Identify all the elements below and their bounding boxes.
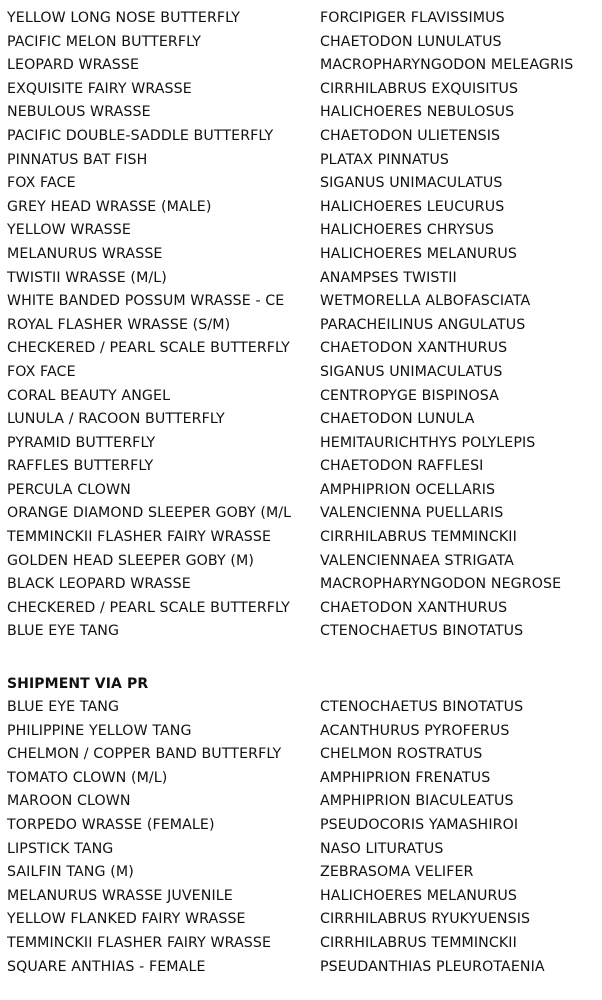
section-heading: SHIPMENT VIA PR <box>7 676 149 692</box>
list-row <box>0 7 602 31</box>
list-row <box>0 908 602 932</box>
common-name: TEMMINCKII FLASHER FAIRY WRASSE <box>7 529 272 546</box>
list-row <box>0 149 602 173</box>
scientific-name: AMPHIPRION OCELLARIS <box>320 481 496 498</box>
scientific-name: CIRRHILABRUS EXQUISITUS <box>320 80 519 97</box>
common-name: FOX FACE <box>7 175 76 192</box>
common-name: GREY HEAD WRASSE (MALE) <box>7 198 212 215</box>
scientific-name: PSEUDANTHIAS PLEUROTAENIA <box>320 958 545 975</box>
scientific-name: PLATAX PINNATUS <box>320 151 450 168</box>
list-row <box>0 385 602 409</box>
scientific-name: MACROPHARYNGODON NEGROSE <box>320 576 562 593</box>
scientific-name: ZEBRASOMA VELIFER <box>320 864 474 881</box>
scientific-name: CENTROPYGE BISPINOSA <box>320 387 499 404</box>
list-row <box>0 550 602 574</box>
list-row <box>0 932 602 956</box>
list-row <box>0 720 602 744</box>
common-name: CORAL BEAUTY ANGEL <box>7 387 171 404</box>
list-row <box>0 455 602 479</box>
list-row <box>0 814 602 838</box>
list-row <box>0 290 602 314</box>
list-row <box>0 838 602 862</box>
list-row <box>0 408 602 432</box>
scientific-name: HEMITAURICHTHYS POLYLEPIS <box>320 434 536 451</box>
common-name: BLACK LEOPARD WRASSE <box>7 576 191 593</box>
common-name: TORPEDO WRASSE (FEMALE) <box>7 816 215 833</box>
list-row <box>0 790 602 814</box>
scientific-name: CHAETODON XANTHURUS <box>320 599 508 616</box>
scientific-name: PSEUDOCORIS YAMASHIROI <box>320 816 519 833</box>
scientific-name: CHAETODON LUNULA <box>320 411 475 428</box>
scientific-name: CIRRHILABRUS TEMMINCKII <box>320 934 517 951</box>
common-name: TOMATO CLOWN (M/L) <box>7 769 168 786</box>
common-name: GOLDEN HEAD SLEEPER GOBY (M) <box>7 552 254 569</box>
scientific-name: FORCIPIGER FLAVISSIMUS <box>320 10 505 26</box>
scientific-name: SIGANUS UNIMACULATUS <box>320 363 503 380</box>
list-row <box>0 78 602 102</box>
list-row <box>0 526 602 550</box>
common-name: RAFFLES BUTTERFLY <box>7 458 154 475</box>
scientific-name: HALICHOERES CHRYSUS <box>320 222 494 239</box>
scientific-name: VALENCIENNA PUELLARIS <box>320 505 504 522</box>
common-name: CHECKERED / PEARL SCALE BUTTERFLY <box>7 599 290 616</box>
common-name: CHELMON / COPPER BAND BUTTERFLY <box>7 746 282 763</box>
scientific-name: CHAETODON RAFFLESI <box>320 458 484 475</box>
common-name: ROYAL FLASHER WRASSE (S/M) <box>7 316 231 333</box>
scientific-name: WETMORELLA ALBOFASCIATA <box>320 293 531 310</box>
scientific-name: HALICHOERES MELANURUS <box>320 245 517 262</box>
list-row <box>0 479 602 503</box>
common-name: PERCULA CLOWN <box>7 481 131 498</box>
common-name: CHECKERED / PEARL SCALE BUTTERFLY <box>7 340 290 357</box>
common-name: YELLOW FLANKED FAIRY WRASSE <box>7 911 246 928</box>
common-name: PINNATUS BAT FISH <box>7 151 148 168</box>
list-row <box>0 196 602 220</box>
scientific-name: ACANTHURUS PYROFERUS <box>320 722 510 739</box>
common-name: SQUARE ANTHIAS - FEMALE <box>7 958 206 975</box>
common-name: YELLOW LONG NOSE BUTTERFLY <box>7 10 241 26</box>
scientific-name: SIGANUS UNIMACULATUS <box>320 175 503 192</box>
common-name: LUNULA / RACOON BUTTERFLY <box>7 411 225 428</box>
list-row <box>0 314 602 338</box>
common-name: YELLOW WRASSE <box>7 222 131 239</box>
common-name: BLUE EYE TANG <box>7 623 120 640</box>
scientific-name: CIRRHILABRUS RYUKYUENSIS <box>320 911 531 928</box>
common-name: MELANURUS WRASSE <box>7 245 163 262</box>
list-row <box>0 125 602 149</box>
species-list-section-2 <box>0 673 602 979</box>
common-name: PYRAMID BUTTERFLY <box>7 434 156 451</box>
scientific-name: CHAETODON ULIETENSIS <box>320 127 501 144</box>
common-name: LEOPARD WRASSE <box>7 57 140 74</box>
common-name: PACIFIC MELON BUTTERFLY <box>7 33 202 50</box>
list-row <box>0 243 602 267</box>
list-row <box>0 956 602 980</box>
scientific-name: CHELMON ROSTRATUS <box>320 746 483 763</box>
list-row <box>0 885 602 909</box>
common-name: LIPSTICK TANG <box>7 840 114 857</box>
list-row <box>0 267 602 291</box>
species-list-section-1 <box>0 7 602 644</box>
common-name: EXQUISITE FAIRY WRASSE <box>7 80 192 97</box>
scientific-name: CIRRHILABRUS TEMMINCKII <box>320 529 517 546</box>
common-name: MAROON CLOWN <box>7 793 131 810</box>
common-name: WHITE BANDED POSSUM WRASSE - CE <box>7 293 285 310</box>
list-row <box>0 743 602 767</box>
scientific-name: AMPHIPRION FRENATUS <box>320 769 491 786</box>
scientific-name: CHAETODON LUNULATUS <box>320 33 502 50</box>
list-row <box>0 767 602 791</box>
list-row <box>0 696 602 720</box>
common-name: BLUE EYE TANG <box>7 699 120 715</box>
scientific-name: MACROPHARYNGODON MELEAGRIS <box>320 57 574 74</box>
scientific-name: CHAETODON XANTHURUS <box>320 340 508 357</box>
list-row <box>0 861 602 885</box>
scientific-name: CTENOCHAETUS BINOTATUS <box>320 699 524 715</box>
list-row <box>0 502 602 526</box>
scientific-name: AMPHIPRION BIACULEATUS <box>320 793 514 810</box>
list-row <box>0 101 602 125</box>
common-name: TEMMINCKII FLASHER FAIRY WRASSE <box>7 934 272 951</box>
common-name: TWISTII WRASSE (M/L) <box>7 269 167 286</box>
list-row <box>0 361 602 385</box>
list-row <box>0 573 602 597</box>
list-row <box>0 432 602 456</box>
common-name: PHILIPPINE YELLOW TANG <box>7 722 192 739</box>
list-row <box>0 620 602 644</box>
list-row <box>0 597 602 621</box>
scientific-name: HALICHOERES NEBULOSUS <box>320 104 515 121</box>
list-row <box>0 172 602 196</box>
list-row <box>0 31 602 55</box>
common-name: ORANGE DIAMOND SLEEPER GOBY (M/L <box>7 505 292 522</box>
scientific-name: HALICHOERES LEUCURUS <box>320 198 505 215</box>
scientific-name: NASO LITURATUS <box>320 840 444 857</box>
scientific-name: ANAMPSES TWISTII <box>320 269 457 286</box>
list-row <box>0 54 602 78</box>
list-row <box>0 337 602 361</box>
scientific-name: CTENOCHAETUS BINOTATUS <box>320 623 524 640</box>
common-name: NEBULOUS WRASSE <box>7 104 151 121</box>
common-name: FOX FACE <box>7 363 76 380</box>
common-name: PACIFIC DOUBLE-SADDLE BUTTERFLY <box>7 127 274 144</box>
scientific-name: PARACHEILINUS ANGULATUS <box>320 316 526 333</box>
list-row <box>0 219 602 243</box>
scientific-name: HALICHOERES MELANURUS <box>320 887 517 904</box>
scientific-name: VALENCIENNAEA STRIGATA <box>320 552 514 569</box>
common-name: SAILFIN TANG (M) <box>7 864 134 881</box>
common-name: MELANURUS WRASSE JUVENILE <box>7 887 233 904</box>
